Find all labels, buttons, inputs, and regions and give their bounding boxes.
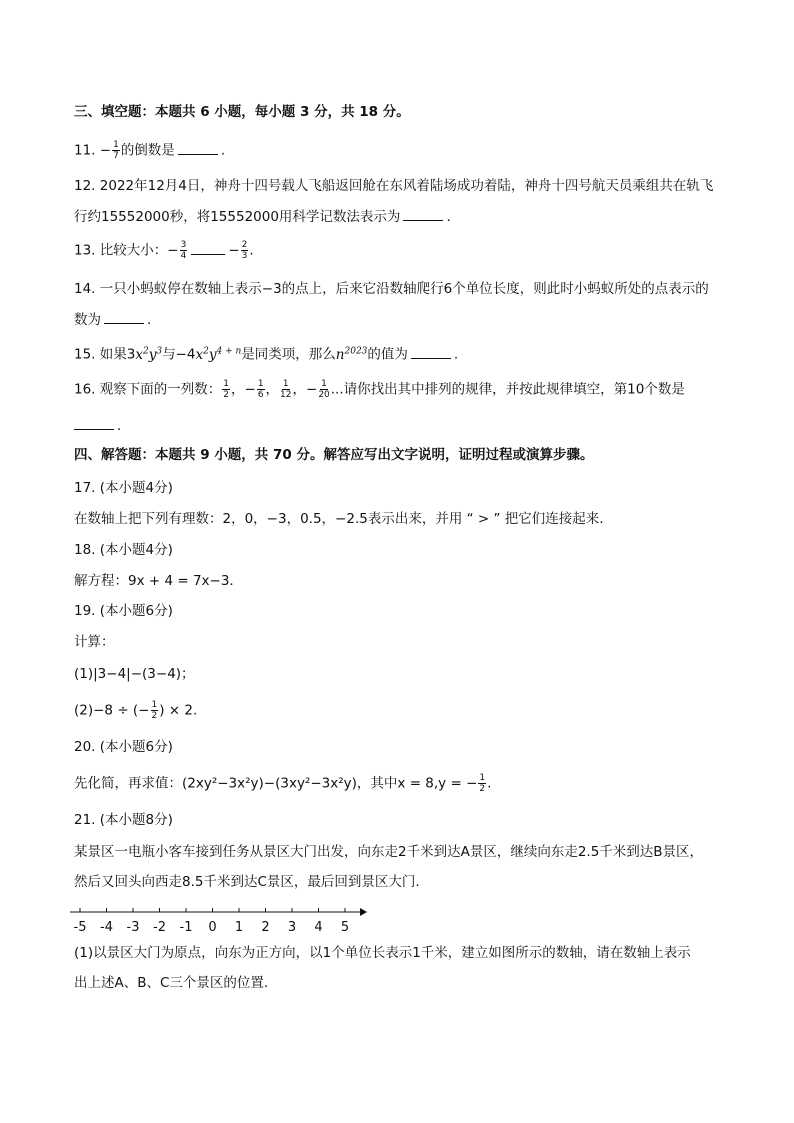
number-line-tick-label: -2 — [153, 920, 166, 935]
q11-blank[interactable] — [178, 153, 218, 155]
q17-text: 在数轴上把下列有理数：2，0，−3，0.5，−2.5表示出来，并用 “ > ” 把它们连接起来. — [74, 511, 604, 527]
q11-frac-num: 1 — [113, 140, 119, 150]
q11-text: 的倒数是 — [120, 142, 175, 159]
number-line-tick-label: 1 — [234, 920, 244, 935]
q11-fraction — [112, 140, 120, 161]
number-line-tick-label: 4 — [314, 920, 323, 935]
q14-tail: . — [147, 312, 152, 328]
section3-header: 三、填空题：本题共 6 小题，每小题 3 分，共 18 分。 — [74, 104, 410, 120]
q15-after: 的值为 — [367, 346, 408, 363]
q14-blank[interactable] — [104, 322, 144, 324]
q11-frac-den: 7 — [113, 151, 119, 161]
q11-tail: . — [220, 142, 226, 159]
q19-calc: 计算： — [74, 634, 115, 650]
q13-label: 13. 比较大小： — [74, 242, 168, 259]
q13-fraction-a — [180, 240, 188, 261]
q21-line1: 某景区一电瓶小客车接到任务从景区大门出发，向东走2千米到达A景区，继续向东走2.5千米到达B景区， — [74, 844, 704, 860]
number-line-tick-label: -5 — [73, 920, 87, 935]
q20-text-main: 先化简，再求值：(2xy²−3x²y)−(3xy²−3x²y)，其中x = 8,y = − — [74, 775, 478, 792]
q17-title: 17. (本小题4分) — [74, 480, 173, 496]
q13-fraction-b — [241, 240, 249, 261]
q13-tail: . — [249, 242, 254, 259]
q13-a-den: 4 — [180, 251, 187, 261]
q20-title: 20. (本小题6分) — [74, 739, 173, 755]
q20-fraction: $\frac{1}{2}$ — [479, 773, 486, 794]
q20-text — [74, 773, 491, 794]
q16-blank[interactable] — [74, 428, 114, 430]
q21-part1-line2: 出上述A、B、C三个景区的位置. — [74, 975, 269, 991]
q16-pre: 16. 观察下面的一列数： — [74, 381, 222, 398]
number-line-tick-label: 3 — [287, 920, 297, 935]
number-line-arrow-icon — [360, 908, 367, 916]
q13-b-den: 3 — [241, 251, 248, 261]
q13-blank[interactable] — [191, 253, 225, 255]
q21-line2: 然后又回头向西走8.5千米到达C景区，最后回到景区大门. — [74, 874, 420, 890]
question-14-line1: 14. 一只小蚂蚁停在数轴上表示−3的点上，后来它沿数轴爬行6个单位长度，则此时小蚂蚁所处的点表示的 — [74, 281, 709, 297]
number-line-tick-label: 0 — [208, 920, 217, 935]
q15-tail: . — [453, 346, 459, 363]
q16-frac-2: $\frac{1}{6}$ — [257, 379, 264, 400]
q16-frac-4: $\frac{1}{20}$ — [318, 379, 330, 400]
q15-mid: 与−4 — [162, 346, 196, 363]
q15-term2: $x^2y^{4 + n}$ — [195, 346, 242, 363]
q16-frac-3: $\frac{1}{12}$ — [280, 379, 292, 400]
q19-p2-post: ) × 2. — [159, 702, 198, 719]
q19-fraction: $\frac{1}{2}$ — [151, 700, 158, 721]
q12-text: 行约15552000秒，将15552000用科学记数法表示为 — [74, 209, 401, 225]
section4-header: 四、解答题：本题共 9 小题，共 70 分。解答应写出文字说明，证明过程或演算步骤。 — [74, 447, 594, 463]
number-line-tick-label: -1 — [179, 920, 193, 935]
q12-tail: . — [446, 209, 451, 225]
q15-blank[interactable] — [411, 357, 451, 359]
q15-post: 是同类项，那么 — [241, 346, 336, 363]
q19-part1: (1)|3−4|−(3−4)； — [74, 666, 195, 682]
question-15 — [74, 341, 458, 365]
number-line-tick-label: 2 — [261, 920, 270, 935]
q15-term1: $x^2y^3$ — [135, 346, 163, 363]
q12-blank[interactable] — [403, 219, 443, 221]
q16-post: ...请你找出其中排列的规律，并按此规律填空，第10个数是 — [330, 381, 685, 398]
number-line-tick-label: -3 — [126, 920, 140, 935]
q21-part1-line1: (1)以景区大门为原点，向东为正方向，以1个单位长表示1千米，建立如图所示的数轴，请在数轴上表示 — [74, 945, 691, 961]
q11-minus: − — [99, 142, 112, 159]
question-12-line2 — [74, 207, 451, 227]
q13-a-num: 3 — [180, 240, 187, 250]
question-12-line1: 12. 2022年12月4日，神舟十四号载人飞船返回舱在东风着陆场成功着陆，神舟十四号航天员乘组共在轨飞 — [74, 178, 714, 194]
q20-tail: . — [487, 775, 492, 792]
q19-title: 19. (本小题6分) — [74, 603, 173, 619]
q15-pre: 15. 如果3 — [74, 346, 136, 363]
q19-part2 — [74, 700, 197, 721]
number-line-tick-label: 5 — [340, 920, 350, 935]
q13-b-num: 2 — [241, 240, 248, 250]
q11-number: 11. — [74, 142, 100, 159]
question-11 — [74, 140, 225, 161]
question-16-line2 — [74, 416, 121, 436]
question-14-line2 — [74, 310, 151, 330]
question-16: 16. 观察下面的一列数： $\frac{1}{2}$ ，− $\frac{1}{6}$ ， $\frac{1}{12}$ ，− $\frac{1}{20}$ ...请你找出其中排列的规律，并按此规律填空，第10个数是 — [74, 379, 685, 400]
q19-p2-pre: (2)−8 ÷ (− — [74, 702, 150, 719]
number-line-tick-label: -4 — [100, 920, 113, 935]
q16-tail: . — [117, 418, 122, 434]
q18-title: 18. (本小题4分) — [74, 542, 173, 558]
question-13: 13. 比较大小：− $\frac{3}{4}$ − $\frac{2}{3}$ . — [74, 240, 254, 261]
number-line — [70, 902, 370, 938]
q14-text: 数为 — [74, 312, 101, 328]
q21-title: 21. (本小题8分) — [74, 812, 173, 828]
q15-power: $n^{2023}$ — [335, 346, 368, 363]
q18-text: 解方程：9x + 4 = 7x−3. — [74, 573, 234, 589]
q16-frac-1: $\frac{1}{2}$ — [223, 379, 229, 400]
